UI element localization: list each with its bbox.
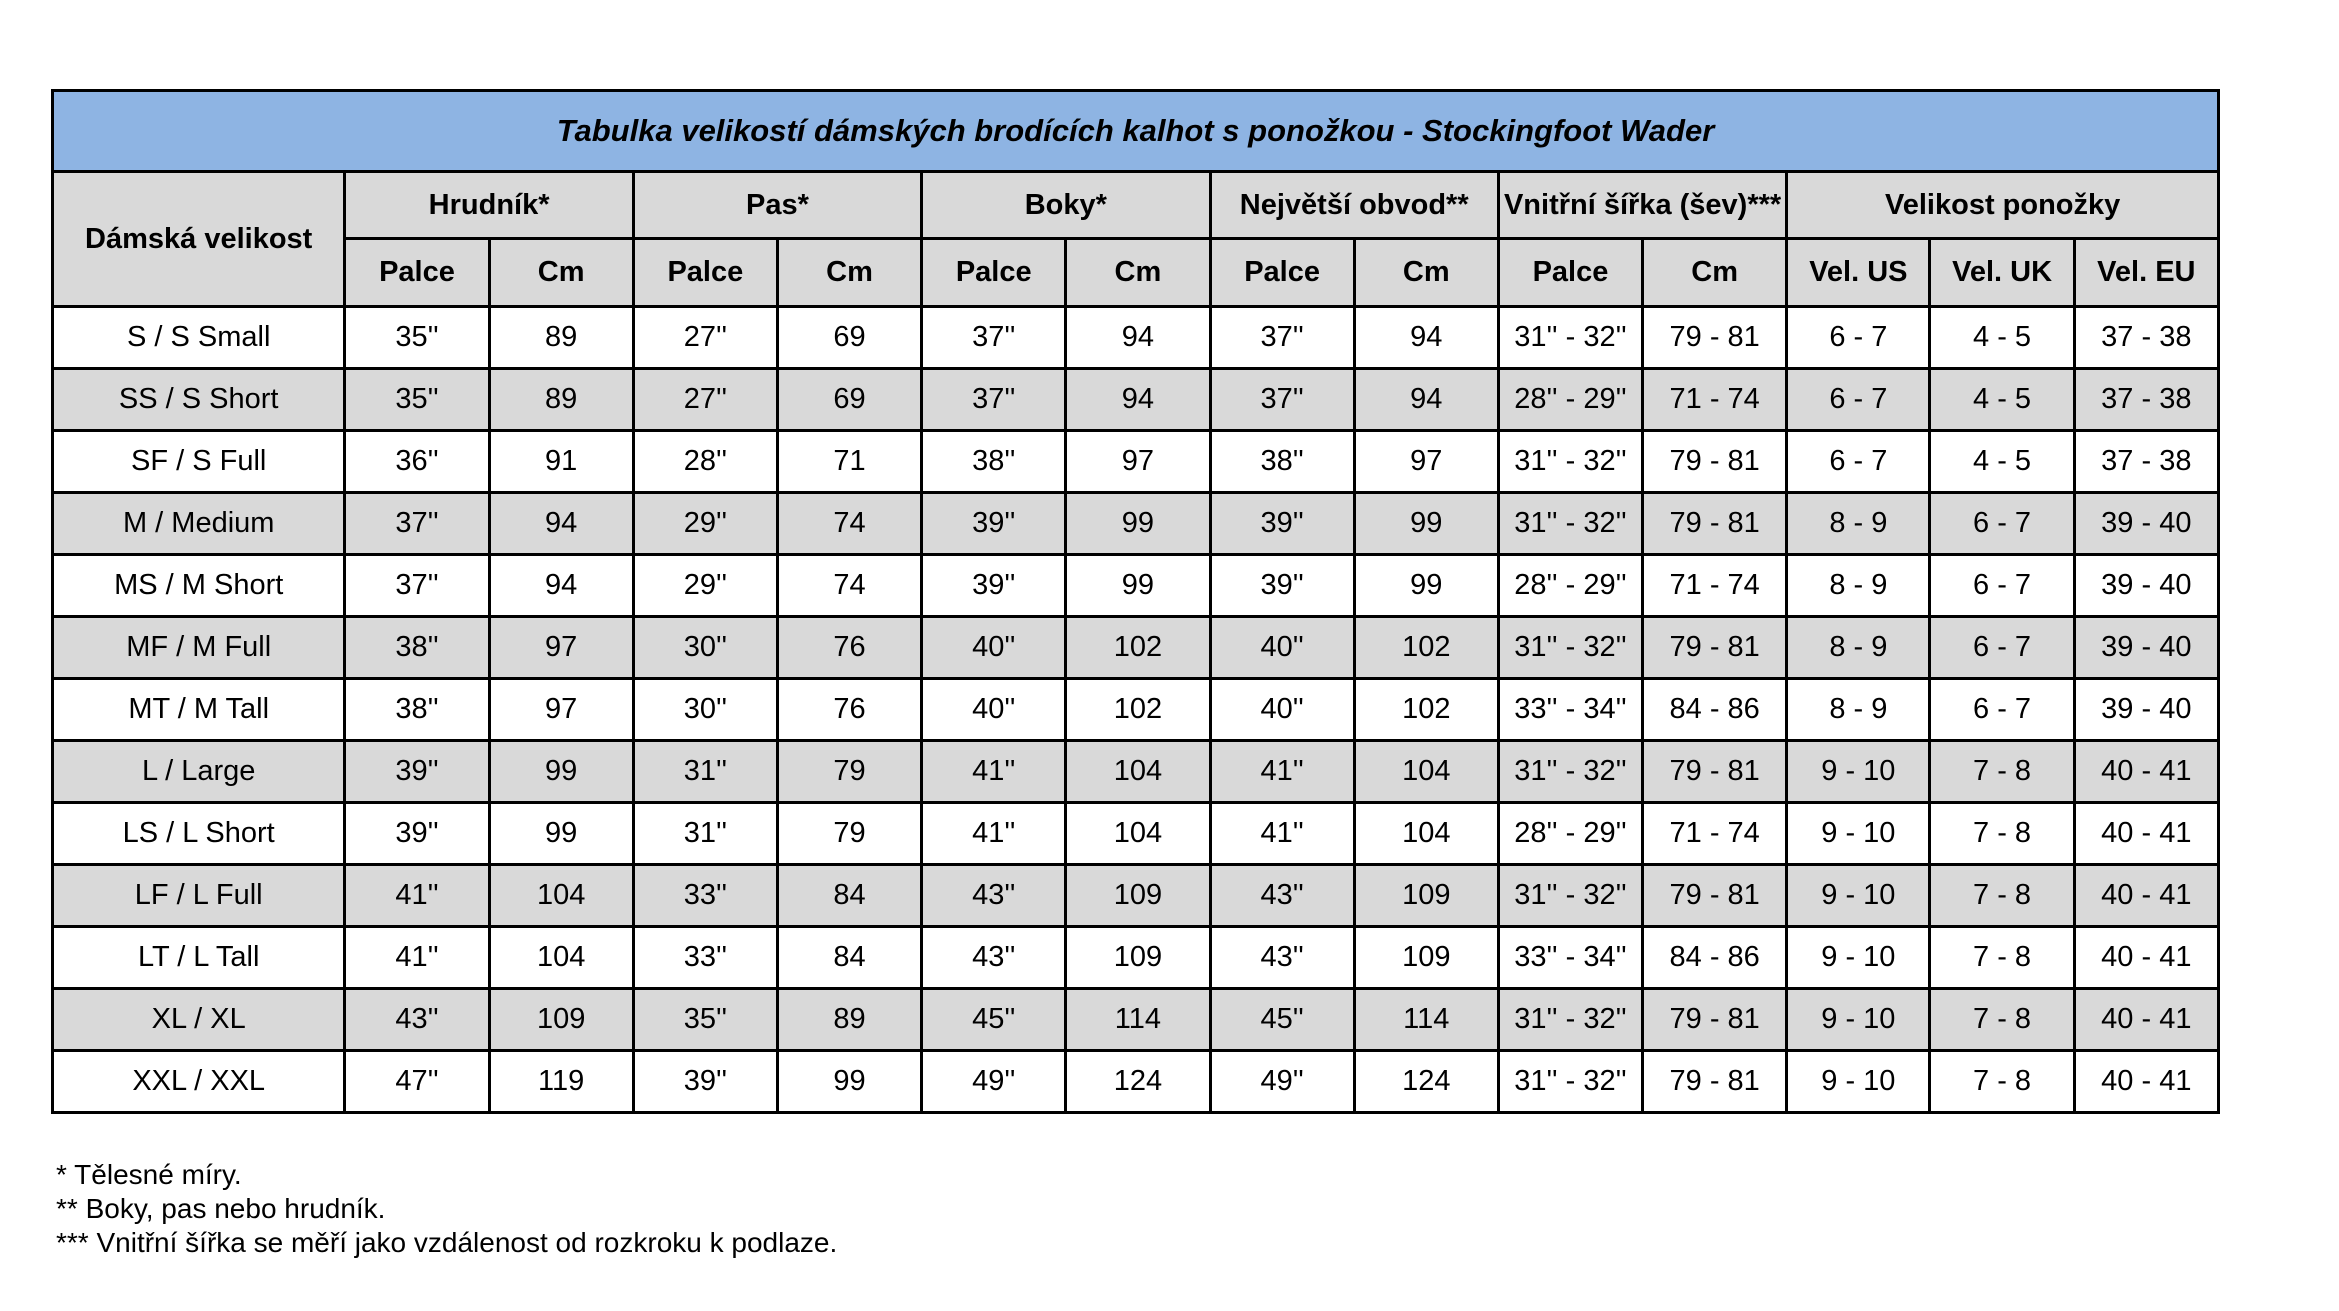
- table-cell: 102: [1354, 617, 1498, 679]
- size-label-cell: L / Large: [53, 741, 345, 803]
- table-cell: 91: [489, 431, 633, 493]
- table-cell: 89: [777, 989, 921, 1051]
- table-cell: 31'' - 32'': [1498, 989, 1642, 1051]
- table-cell: 6 - 7: [1787, 369, 1930, 431]
- table-cell: 37'': [345, 493, 489, 555]
- table-cell: 41'': [922, 741, 1066, 803]
- table-cell: 7 - 8: [1930, 927, 2074, 989]
- table-cell: 76: [777, 617, 921, 679]
- table-cell: 97: [1066, 431, 1210, 493]
- subheader-sock-us: Vel. US: [1787, 239, 1930, 307]
- subheader-hips-cm: Cm: [1066, 239, 1210, 307]
- table-cell: 69: [777, 307, 921, 369]
- table-cell: 9 - 10: [1787, 741, 1930, 803]
- table-cell: 43'': [922, 927, 1066, 989]
- table-cell: 39 - 40: [2074, 617, 2218, 679]
- group-header-inseam: Vnitřní šířka (šev)***: [1498, 172, 1786, 239]
- table-cell: 43'': [1210, 865, 1354, 927]
- table-cell: 41'': [922, 803, 1066, 865]
- size-label-cell: MF / M Full: [53, 617, 345, 679]
- table-row: [53, 927, 2219, 989]
- table-cell: 39'': [922, 493, 1066, 555]
- table-row: [53, 1051, 2219, 1113]
- table-cell: 38'': [345, 679, 489, 741]
- table-cell: 119: [489, 1051, 633, 1113]
- footnote-body-measurements: * Tělesné míry.: [56, 1159, 242, 1190]
- subheader-hips-inches: Palce: [922, 239, 1066, 307]
- subheader-chest-inches: Palce: [345, 239, 489, 307]
- table-cell: 37 - 38: [2074, 369, 2218, 431]
- table-cell: 37 - 38: [2074, 307, 2218, 369]
- table-cell: 33'' - 34'': [1498, 927, 1642, 989]
- table-cell: 104: [489, 865, 633, 927]
- table-cell: 37'': [345, 555, 489, 617]
- group-header-chest: Hrudník*: [345, 172, 633, 239]
- table-cell: 39'': [345, 741, 489, 803]
- subheader-max-girth-inches: Palce: [1210, 239, 1354, 307]
- size-label-cell: SS / S Short: [53, 369, 345, 431]
- table-cell: 79 - 81: [1643, 431, 1787, 493]
- subheader-max-girth-cm: Cm: [1354, 239, 1498, 307]
- table-cell: 7 - 8: [1930, 989, 2074, 1051]
- table-cell: 6 - 7: [1930, 617, 2074, 679]
- table-cell: 94: [1066, 369, 1210, 431]
- table-cell: 27'': [633, 369, 777, 431]
- table-cell: 49'': [1210, 1051, 1354, 1113]
- table-cell: 94: [1066, 307, 1210, 369]
- table-cell: 28'': [633, 431, 777, 493]
- table-cell: 89: [489, 307, 633, 369]
- table-row: [53, 617, 2219, 679]
- table-row: [53, 803, 2219, 865]
- table-cell: 7 - 8: [1930, 803, 2074, 865]
- table-cell: 9 - 10: [1787, 1051, 1930, 1113]
- subheader-waist-cm: Cm: [777, 239, 921, 307]
- size-label-cell: MS / M Short: [53, 555, 345, 617]
- table-cell: 31'' - 32'': [1498, 1051, 1642, 1113]
- subheader-sock-uk: Vel. UK: [1930, 239, 2074, 307]
- table-cell: 47'': [345, 1051, 489, 1113]
- table-cell: 45'': [922, 989, 1066, 1051]
- table-cell: 39'': [633, 1051, 777, 1113]
- table-cell: 109: [1066, 865, 1210, 927]
- table-cell: 104: [1066, 741, 1210, 803]
- table-cell: 79 - 81: [1643, 865, 1787, 927]
- table-cell: 74: [777, 555, 921, 617]
- table-cell: 109: [1066, 927, 1210, 989]
- table-cell: 7 - 8: [1930, 741, 2074, 803]
- table-cell: 99: [1066, 493, 1210, 555]
- table-cell: 31'' - 32'': [1498, 431, 1642, 493]
- table-cell: 102: [1354, 679, 1498, 741]
- size-label-cell: MT / M Tall: [53, 679, 345, 741]
- table-row: [53, 307, 2219, 369]
- table-cell: 99: [1354, 493, 1498, 555]
- footnotes: [56, 1158, 837, 1260]
- table-cell: 37'': [922, 369, 1066, 431]
- table-cell: 6 - 7: [1930, 555, 2074, 617]
- table-cell: 102: [1066, 617, 1210, 679]
- table-cell: 104: [1066, 803, 1210, 865]
- table-cell: 8 - 9: [1787, 555, 1930, 617]
- table-cell: 94: [1354, 307, 1498, 369]
- size-label-cell: LS / L Short: [53, 803, 345, 865]
- table-cell: 84 - 86: [1643, 679, 1787, 741]
- group-header-sock-size: Velikost ponožky: [1787, 172, 2219, 239]
- table-cell: 89: [489, 369, 633, 431]
- table-cell: 124: [1354, 1051, 1498, 1113]
- table-cell: 102: [1066, 679, 1210, 741]
- table-row: [53, 431, 2219, 493]
- table-cell: 6 - 7: [1787, 307, 1930, 369]
- table-cell: 94: [1354, 369, 1498, 431]
- table-cell: 99: [489, 803, 633, 865]
- table-cell: 38'': [922, 431, 1066, 493]
- table-cell: 27'': [633, 307, 777, 369]
- table-cell: 31'' - 32'': [1498, 493, 1642, 555]
- group-header-waist: Pas*: [633, 172, 921, 239]
- table-cell: 6 - 7: [1787, 431, 1930, 493]
- table-cell: 99: [489, 741, 633, 803]
- table-cell: 9 - 10: [1787, 927, 1930, 989]
- table-cell: 76: [777, 679, 921, 741]
- table-cell: 31'' - 32'': [1498, 307, 1642, 369]
- subheader-chest-cm: Cm: [489, 239, 633, 307]
- table-cell: 41'': [1210, 741, 1354, 803]
- subheader-sock-eu: Vel. EU: [2074, 239, 2218, 307]
- table-cell: 71 - 74: [1643, 555, 1787, 617]
- table-cell: 6 - 7: [1930, 493, 2074, 555]
- table-cell: 28'' - 29'': [1498, 803, 1642, 865]
- table-cell: 104: [1354, 741, 1498, 803]
- table-cell: 43'': [345, 989, 489, 1051]
- table-cell: 31'' - 32'': [1498, 741, 1642, 803]
- table-cell: 79 - 81: [1643, 617, 1787, 679]
- table-cell: 79: [777, 803, 921, 865]
- table-cell: 31'' - 32'': [1498, 865, 1642, 927]
- table-row: [53, 493, 2219, 555]
- table-cell: 39 - 40: [2074, 493, 2218, 555]
- table-cell: 41'': [345, 927, 489, 989]
- table-cell: 79 - 81: [1643, 989, 1787, 1051]
- table-cell: 37'': [1210, 369, 1354, 431]
- table-cell: 4 - 5: [1930, 431, 2074, 493]
- table-cell: 40 - 41: [2074, 803, 2218, 865]
- table-cell: 8 - 9: [1787, 617, 1930, 679]
- table-cell: 37 - 38: [2074, 431, 2218, 493]
- table-cell: 29'': [633, 555, 777, 617]
- table-cell: 94: [489, 555, 633, 617]
- table-cell: 39 - 40: [2074, 679, 2218, 741]
- table-cell: 49'': [922, 1051, 1066, 1113]
- table-cell: 35'': [345, 369, 489, 431]
- table-cell: 124: [1066, 1051, 1210, 1113]
- table-body: [53, 307, 2219, 1113]
- table-cell: 40 - 41: [2074, 1051, 2218, 1113]
- table-cell: 71: [777, 431, 921, 493]
- table-cell: 40'': [1210, 617, 1354, 679]
- table-cell: 104: [1354, 803, 1498, 865]
- table-cell: 94: [489, 493, 633, 555]
- table-cell: 38'': [1210, 431, 1354, 493]
- table-cell: 41'': [1210, 803, 1354, 865]
- table-cell: 7 - 8: [1930, 1051, 2074, 1113]
- table-cell: 36'': [345, 431, 489, 493]
- table-cell: 79 - 81: [1643, 493, 1787, 555]
- table-cell: 28'' - 29'': [1498, 555, 1642, 617]
- table-cell: 31'': [633, 741, 777, 803]
- size-label-cell: LT / L Tall: [53, 927, 345, 989]
- table-cell: 39'': [922, 555, 1066, 617]
- table-cell: 37'': [922, 307, 1066, 369]
- table-cell: 84: [777, 927, 921, 989]
- table-cell: 43'': [922, 865, 1066, 927]
- table-row: [53, 679, 2219, 741]
- table-cell: 40'': [922, 679, 1066, 741]
- table-cell: 33'' - 34'': [1498, 679, 1642, 741]
- table-row: [53, 369, 2219, 431]
- table-cell: 39 - 40: [2074, 555, 2218, 617]
- table-row: [53, 865, 2219, 927]
- table-cell: 30'': [633, 679, 777, 741]
- table-cell: 40 - 41: [2074, 927, 2218, 989]
- table-cell: 97: [1354, 431, 1498, 493]
- group-header-hips: Boky*: [922, 172, 1210, 239]
- table-cell: 109: [1354, 865, 1498, 927]
- table-title: Tabulka velikostí dámských brodících kalhot s ponožkou - Stockingfoot Wader: [53, 91, 2219, 172]
- table-cell: 39'': [1210, 555, 1354, 617]
- footnote-max-girth: ** Boky, pas nebo hrudník.: [56, 1193, 386, 1224]
- table-cell: 71 - 74: [1643, 369, 1787, 431]
- group-header-max-girth: Největší obvod**: [1210, 172, 1498, 239]
- table-cell: 35'': [345, 307, 489, 369]
- table-cell: 79: [777, 741, 921, 803]
- table-cell: 33'': [633, 927, 777, 989]
- table-cell: 38'': [345, 617, 489, 679]
- table-cell: 8 - 9: [1787, 679, 1930, 741]
- table-cell: 35'': [633, 989, 777, 1051]
- table-cell: 114: [1066, 989, 1210, 1051]
- table-cell: 31'' - 32'': [1498, 617, 1642, 679]
- table-cell: 31'': [633, 803, 777, 865]
- table-cell: 114: [1354, 989, 1498, 1051]
- table-cell: 40'': [1210, 679, 1354, 741]
- size-label-cell: SF / S Full: [53, 431, 345, 493]
- table-cell: 29'': [633, 493, 777, 555]
- table-cell: 30'': [633, 617, 777, 679]
- footnote-inseam: *** Vnitřní šířka se měří jako vzdálenost od rozkroku k podlaze.: [56, 1227, 838, 1258]
- size-chart-table: [51, 89, 2220, 1114]
- table-cell: 74: [777, 493, 921, 555]
- table-cell: 97: [489, 617, 633, 679]
- table-row: [53, 989, 2219, 1051]
- table-cell: 79 - 81: [1643, 741, 1787, 803]
- table-cell: 69: [777, 369, 921, 431]
- table-cell: 9 - 10: [1787, 803, 1930, 865]
- table-cell: 99: [1354, 555, 1498, 617]
- table-cell: 40'': [922, 617, 1066, 679]
- table-cell: 39'': [1210, 493, 1354, 555]
- table-cell: 71 - 74: [1643, 803, 1787, 865]
- table-cell: 4 - 5: [1930, 307, 2074, 369]
- subheader-waist-inches: Palce: [633, 239, 777, 307]
- table-cell: 84: [777, 865, 921, 927]
- table-row: [53, 555, 2219, 617]
- table-cell: 40 - 41: [2074, 865, 2218, 927]
- table-cell: 99: [1066, 555, 1210, 617]
- table-cell: 7 - 8: [1930, 865, 2074, 927]
- table-cell: 84 - 86: [1643, 927, 1787, 989]
- table-cell: 99: [777, 1051, 921, 1113]
- row-header-size: Dámská velikost: [53, 172, 345, 307]
- table-row: [53, 741, 2219, 803]
- table-cell: 8 - 9: [1787, 493, 1930, 555]
- table-cell: 33'': [633, 865, 777, 927]
- table-cell: 97: [489, 679, 633, 741]
- table-cell: 28'' - 29'': [1498, 369, 1642, 431]
- table-cell: 104: [489, 927, 633, 989]
- table-cell: 40 - 41: [2074, 989, 2218, 1051]
- table-cell: 40 - 41: [2074, 741, 2218, 803]
- table-cell: 41'': [345, 865, 489, 927]
- table-cell: 9 - 10: [1787, 865, 1930, 927]
- table-cell: 79 - 81: [1643, 1051, 1787, 1113]
- table-cell: 43'': [1210, 927, 1354, 989]
- table-cell: 109: [489, 989, 633, 1051]
- table-cell: 37'': [1210, 307, 1354, 369]
- table-cell: 39'': [345, 803, 489, 865]
- table-cell: 6 - 7: [1930, 679, 2074, 741]
- subheader-inseam-inches: Palce: [1498, 239, 1642, 307]
- size-label-cell: M / Medium: [53, 493, 345, 555]
- table-cell: 9 - 10: [1787, 989, 1930, 1051]
- subheader-inseam-cm: Cm: [1643, 239, 1787, 307]
- size-label-cell: XXL / XXL: [53, 1051, 345, 1113]
- table-cell: 4 - 5: [1930, 369, 2074, 431]
- table-cell: 79 - 81: [1643, 307, 1787, 369]
- size-label-cell: XL / XL: [53, 989, 345, 1051]
- size-label-cell: S / S Small: [53, 307, 345, 369]
- table-cell: 109: [1354, 927, 1498, 989]
- table-cell: 45'': [1210, 989, 1354, 1051]
- size-label-cell: LF / L Full: [53, 865, 345, 927]
